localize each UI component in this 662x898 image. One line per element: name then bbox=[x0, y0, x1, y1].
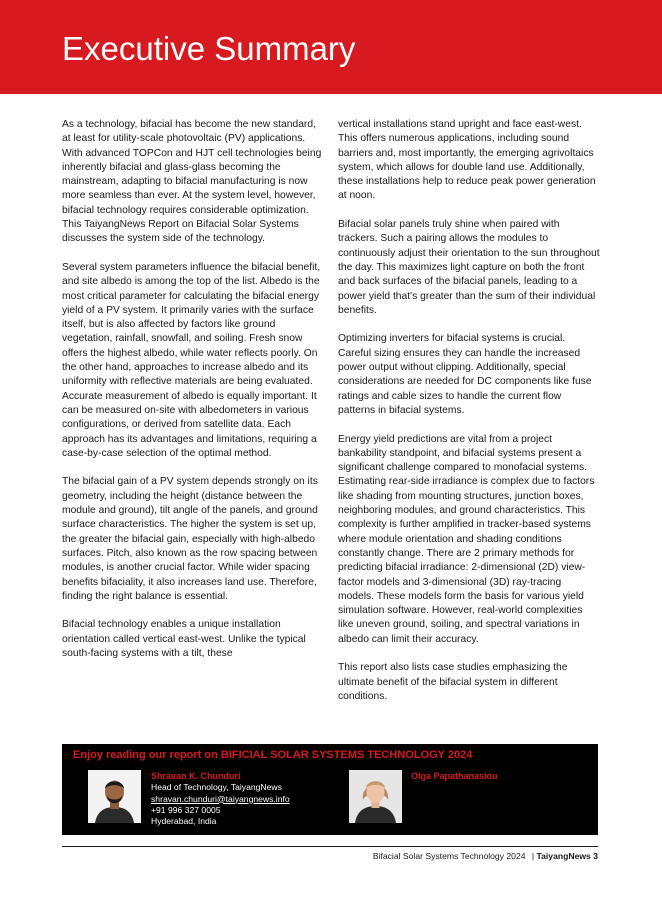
contact-role: Head of Technology, TaiyangNews bbox=[151, 782, 282, 793]
contact-photo-shravan bbox=[88, 770, 141, 823]
right-column bbox=[338, 118, 600, 718]
contact-name: Shravan K. Chunduri bbox=[151, 771, 241, 781]
footer-divider bbox=[62, 846, 598, 847]
person-portrait-icon bbox=[88, 770, 141, 823]
contact-photo-olga bbox=[349, 770, 402, 823]
paragraph: The bifacial gain of a PV system depends strongly on its geometry, including the height (distance between the module and ground), tilt angle of the panels, and ground surface characteristics. The higher the system is set up, the greater the bifacial gain, especially with high-albedo surfaces. Pitch, also known as the row spacing between modules, is another crucial factor. While wider spacing benefits bifaciality, it also increases land use. Therefore, finding the right balance is essential. bbox=[62, 476, 318, 602]
contact-email-link[interactable]: shravan.chunduri@taiyangnews.info bbox=[151, 793, 290, 804]
footer-report-title: Bifacial Solar Systems Technology 2024 bbox=[372, 851, 526, 861]
contact-card-shravan bbox=[151, 771, 290, 827]
left-column bbox=[62, 118, 324, 676]
page-number: 3 bbox=[593, 851, 598, 861]
paragraph: Bifacial solar panels truly shine when paired with trackers. Such a pairing allows the modules to continuously adjust their orientation to the sun throughout the day. This maximizes light capture on both the front and back surfaces of the bifacial panels, leading to a power yield that's greater than the sum of their individual benefits. bbox=[338, 219, 600, 316]
header-banner bbox=[0, 0, 662, 94]
promo-box bbox=[62, 744, 598, 835]
paragraph: Bifacial technology enables a unique installation orientation called vertical east-west. Unlike the typical south-facing systems with a tilt, these bbox=[62, 619, 306, 659]
paragraph: Several system parameters influence the bifacial benefit, and site albedo is among the top of the list. Albedo is the most critical parameter for calculating the bifacial energy yield of a PV system. It primarily varies with the surface itself, but is also affected by factors like ground vegetation, rainfall, snowfall, and soiling. Fresh snow offers the highest albedo, while water reflects poorly. On the other hand, approaches to increase albedo and its uniformity with reflective materials are being evaluated. Accurate measurement of albedo is equally important. It can be measured on-site with albedometers in various configurations, or derived from satellite data. Each approach has its advantages and limitations, requiring a case-by-case selection of the optimal method. bbox=[62, 261, 321, 459]
footer-brand: TaiyangNews bbox=[536, 851, 591, 861]
paragraph: As a technology, bifacial has become the new standard, at least for utility-scale photovoltaic (PV) applications. With advanced TOPCon and HJT cell technologies being inherently bifacial and glass-glass becoming the mainstream, adapting to bifacial manufacturing is now more seamless than ever. At the system level, however, bifacial technology requires considerable optimization. This TaiyangNews Report on Bifacial Solar Systems discusses the system side of the technology. bbox=[62, 119, 322, 245]
contact-phone: +91 996 327 0005 bbox=[151, 804, 221, 815]
footer-separator: | bbox=[531, 851, 535, 861]
promo-title: Enjoy reading our report on BIFICIAL SOLAR SYSTEMS TECHNOLOGY 2024 bbox=[73, 749, 473, 761]
page-footer bbox=[373, 851, 598, 861]
paragraph: This report also lists case studies emphasizing the ultimate benefit of the bifacial system in different conditions. bbox=[338, 662, 568, 702]
contact-name: Olga Papathanasiou bbox=[411, 771, 498, 781]
paragraph: Optimizing inverters for bifacial systems is crucial. Careful sizing ensures they can handle the increased power output without clipping. Additionally, special considerations are needed for DC components like fuse ratings and cable sizes to handle the current flow patterns in bifacial systems. bbox=[338, 333, 592, 416]
contact-location: Hyderabad, India bbox=[151, 816, 217, 827]
person-portrait-icon bbox=[349, 770, 402, 823]
paragraph: vertical installations stand upright and face east-west. This offers numerous applications, including sound barriers and, most importantly, the emerging agrivoltaics system, which allows for double land use. Additionally, these installations help to reduce peak power generation at noon. bbox=[338, 119, 596, 202]
contact-card-olga bbox=[411, 771, 498, 782]
paragraph: Energy yield predictions are vital from a project bankability standpoint, and bifacial systems present a significant challenge compared to monofacial systems. Estimating rear-side irradiance is complex due to factors like shading from mounting structures, junction boxes, neighboring modules, and ground characteristics. This complexity is further amplified in tracker-based systems where module orientation and shading conditions constantly change. There are 2 primary methods for predicting bifacial irradiance: 2-dimensional (2D) view-factor models and 3-dimensional (3D) ray-tracing models. These models form the basis for various yield simulation software. However, real-world complexities like uneven ground, soiling, and spectral variations in albedo can limit their accuracy. bbox=[338, 433, 595, 645]
page-title: Executive Summary bbox=[62, 30, 356, 67]
